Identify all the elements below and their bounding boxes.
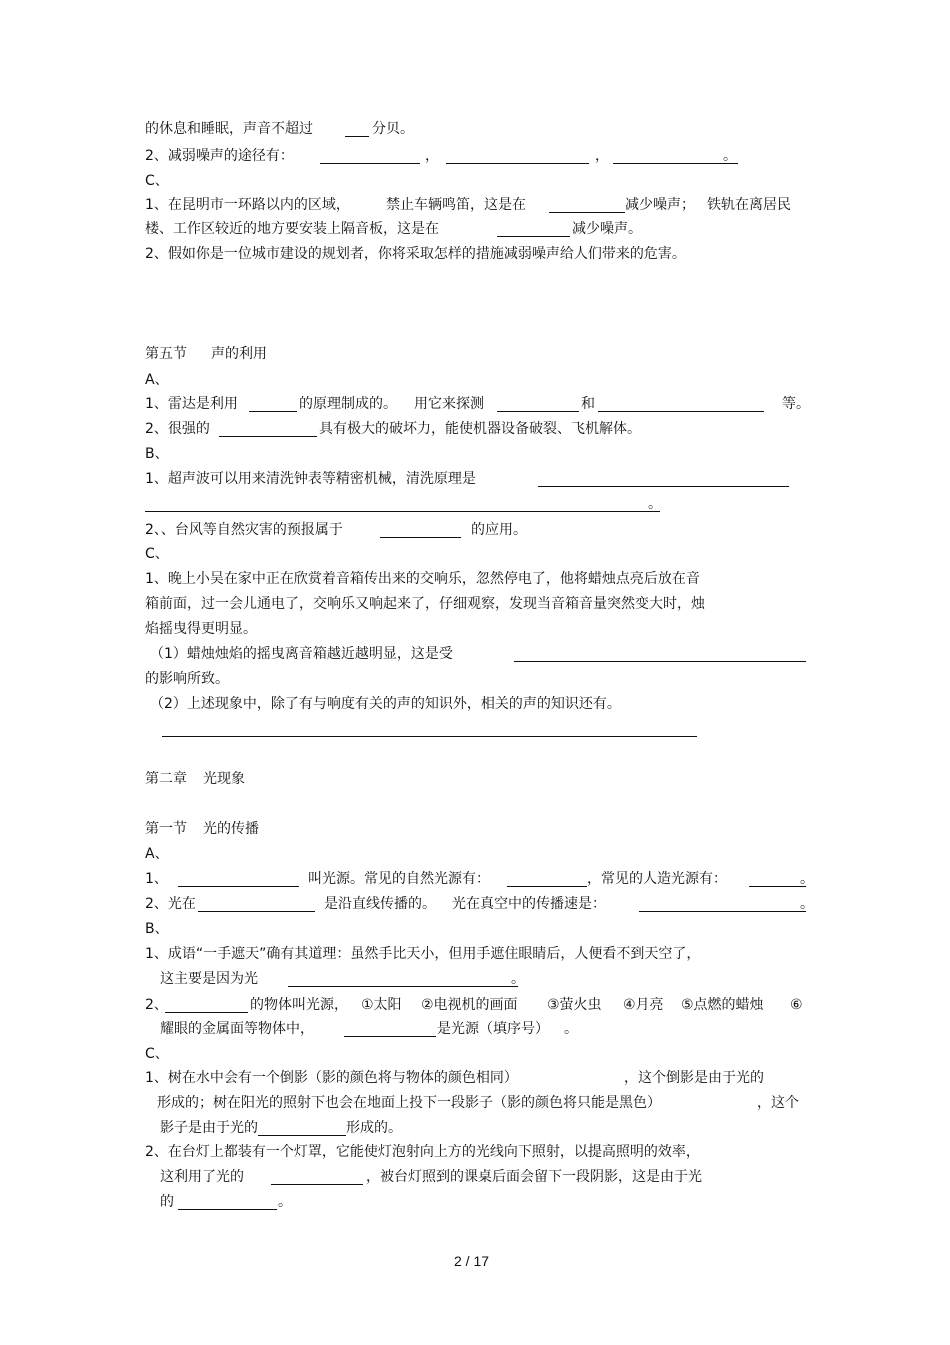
- section-heading: 第一节: [145, 821, 187, 837]
- text-line: ，被台灯照到的课桌后面会留下一段阴影，这是由于光: [366, 1169, 702, 1185]
- option-item: ⑤点燃的蜡烛: [681, 997, 764, 1013]
- text-line: 的休息和睡眠，声音不超过: [145, 121, 313, 137]
- answer-blank[interactable]: [639, 911, 806, 912]
- answer-blank[interactable]: [198, 911, 315, 912]
- text-line: 的应用。: [471, 522, 527, 538]
- question-line: 1、在昆明市一环路以内的区域，: [145, 197, 350, 213]
- text-line: 。: [648, 496, 662, 512]
- text-line: 具有极大的破坏力，能使机器设备破裂、飞机解体。: [319, 421, 641, 437]
- text-line: 。: [800, 871, 814, 887]
- text-line: 形成的；树在阳光的照射下也会在地面上投下一段影子（影的颜色将只能是黑色）: [157, 1095, 661, 1111]
- text-line: 叫光源。常见的自然光源有：: [308, 871, 490, 887]
- text-line: 减少噪声。: [572, 221, 642, 237]
- text-line: 影子是由于光的: [160, 1120, 258, 1136]
- text-line: ，这个: [757, 1095, 799, 1111]
- answer-blank[interactable]: [178, 886, 299, 887]
- answer-blank[interactable]: [345, 136, 369, 137]
- answer-blank[interactable]: [507, 886, 587, 887]
- section-label: C、: [145, 173, 169, 189]
- sub-question-line: （1）蜡烛烛焰的摇曳离音箱越近越明显，这是受: [150, 646, 453, 662]
- option-item: ③萤火虫: [547, 997, 602, 1013]
- question-line: 2、减弱噪声的途径有：: [145, 148, 294, 164]
- answer-blank[interactable]: [380, 537, 461, 538]
- text-line: 形成的。: [346, 1120, 402, 1136]
- chapter-heading: 第二章: [145, 771, 187, 787]
- text-line: 减少噪声；: [625, 197, 695, 213]
- question-line: 2、假如你是一位城市建设的规划者，你将采取怎样的措施减弱噪声给人们带来的危害。: [145, 246, 686, 262]
- text-line: 是光源（填序号）: [437, 1021, 549, 1037]
- option-item: ④月亮: [623, 997, 664, 1013]
- text-line: 这利用了光的: [160, 1169, 244, 1185]
- text-line: 的原理制成的。: [299, 396, 397, 412]
- text-line: 焰摇曳得更明显。: [145, 621, 257, 637]
- answer-blank[interactable]: [613, 163, 738, 164]
- section-heading: 第五节: [145, 346, 187, 362]
- question-line: 1、树在水中会有一个倒影（影的颜色将与物体的颜色相同）: [145, 1070, 518, 1086]
- question-line: 2、: [145, 997, 168, 1013]
- text-line: 的影响所致。: [145, 671, 229, 687]
- option-item: ②电视机的画面: [421, 997, 518, 1013]
- sub-question-line: （2）上述现象中，除了有与响度有关的声的知识外，相关的声的知识还有。: [150, 696, 621, 712]
- answer-blank[interactable]: [249, 411, 297, 412]
- answer-blank[interactable]: [271, 1184, 363, 1185]
- answer-blank[interactable]: [497, 411, 579, 412]
- section-label: B、: [145, 446, 169, 462]
- text-line: 这主要是因为光: [160, 971, 258, 987]
- option-item: ①太阳: [361, 997, 402, 1013]
- answer-blank[interactable]: [598, 411, 764, 412]
- text-line: 。: [278, 1194, 292, 1210]
- answer-blank[interactable]: [165, 1012, 248, 1013]
- chapter-title: 光现象: [203, 771, 245, 787]
- text-line: 分贝。: [372, 121, 414, 137]
- text-line: 等。: [782, 396, 810, 412]
- answer-blank[interactable]: [258, 1135, 346, 1136]
- text-line: 。: [511, 971, 525, 987]
- text-line: 和: [581, 396, 595, 412]
- section-label: B、: [145, 921, 169, 937]
- question-line: 1、: [145, 871, 168, 887]
- section-label: C、: [145, 546, 169, 562]
- question-line: 2、、台风等自然灾害的预报属于: [145, 522, 343, 538]
- text-line: 用它来探测: [414, 396, 484, 412]
- text-line: 的: [160, 1194, 174, 1210]
- answer-blank[interactable]: [320, 163, 420, 164]
- question-line: 2、很强的: [145, 421, 210, 437]
- text-line: ，: [595, 148, 609, 164]
- text-line: 的物体叫光源，: [250, 997, 348, 1013]
- text-line: ，: [425, 148, 439, 164]
- answer-blank[interactable]: [549, 212, 625, 213]
- section-title: 声的利用: [211, 346, 267, 362]
- text-line: ，常见的人造光源有：: [587, 871, 727, 887]
- text-line: 楼、工作区较近的地方要安装上隔音板，这是在: [145, 221, 439, 237]
- answer-blank[interactable]: [497, 236, 570, 237]
- answer-blank[interactable]: [344, 1036, 436, 1037]
- text-line: 铁轨在离居民: [707, 197, 791, 213]
- text-line: 。: [723, 148, 737, 164]
- answer-blank[interactable]: [538, 486, 789, 487]
- text-line: 箱前面，过一会儿通电了，交响乐又响起来了，仔细观察，发现当音箱音量突然变大时，烛: [145, 596, 705, 612]
- answer-blank[interactable]: [288, 986, 518, 987]
- page-number: 2 / 17: [454, 1253, 490, 1269]
- question-line: 2、在台灯上都装有一个灯罩，它能使灯泡射向上方的光线向下照射，以提高照明的效率，: [145, 1144, 700, 1160]
- option-item: ⑥: [790, 997, 803, 1013]
- question-line: 2、光在: [145, 896, 196, 912]
- section-label: A、: [145, 846, 169, 862]
- text-line: 。: [564, 1021, 578, 1037]
- question-line: 1、成语“一手遮天”确有其道理：虽然手比天小，但用手遮住眼睛后，人便看不到天空了，: [145, 946, 701, 962]
- section-label: C、: [145, 1046, 169, 1062]
- text-line: 是沿直线传播的。: [324, 896, 436, 912]
- answer-blank[interactable]: [446, 163, 589, 164]
- section-label: A、: [145, 372, 169, 388]
- text-line: 。: [800, 896, 814, 912]
- answer-blank[interactable]: [178, 1209, 277, 1210]
- answer-blank[interactable]: [514, 661, 806, 662]
- question-line: 1、超声波可以用来清洗钟表等精密机械，清洗原理是: [145, 471, 476, 487]
- text-line: 禁止车辆鸣笛，这是在: [386, 197, 526, 213]
- section-title: 光的传播: [203, 821, 259, 837]
- question-line: 1、晚上小吴在家中正在欣赏着音箱传出来的交响乐，忽然停电了，他将蜡烛点亮后放在音: [145, 571, 700, 587]
- answer-blank[interactable]: [162, 736, 697, 737]
- answer-blank[interactable]: [145, 511, 660, 512]
- question-line: 1、雷达是利用: [145, 396, 238, 412]
- text-line: 耀眼的金属面等物体中，: [160, 1021, 314, 1037]
- answer-blank[interactable]: [749, 886, 806, 887]
- text-line: 光在真空中的传播速是：: [452, 896, 606, 912]
- answer-blank[interactable]: [219, 436, 317, 437]
- text-line: ，这个倒影是由于光的: [624, 1070, 764, 1086]
